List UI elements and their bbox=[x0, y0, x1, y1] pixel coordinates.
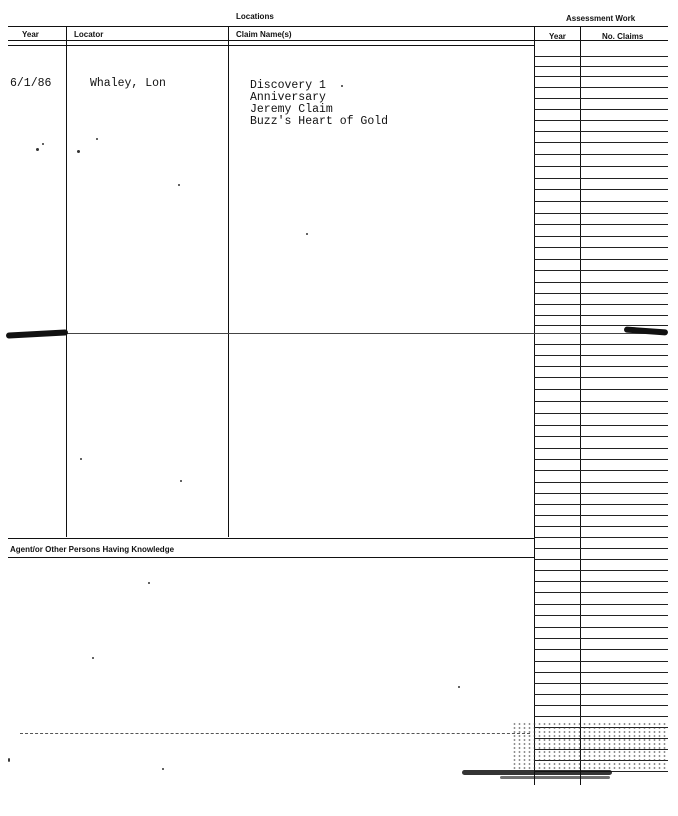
stray-mark bbox=[8, 758, 10, 762]
stray-mark bbox=[178, 184, 180, 186]
column-header-year: Year bbox=[22, 30, 39, 39]
stray-mark bbox=[36, 148, 39, 151]
middle-fold-rule bbox=[66, 333, 666, 334]
claim-name: Anniversary bbox=[250, 91, 326, 104]
entry-claim-list bbox=[250, 80, 388, 128]
stray-mark bbox=[42, 143, 44, 145]
column-divider-year-locator bbox=[66, 27, 67, 537]
stray-mark bbox=[96, 138, 98, 140]
stray-mark bbox=[80, 458, 82, 460]
stray-mark bbox=[148, 582, 150, 584]
claim-name: Jeremy Claim bbox=[250, 103, 333, 116]
locations-title: Locations bbox=[236, 12, 274, 21]
scan-noise-block bbox=[512, 722, 668, 770]
scan-smudge-bottom bbox=[462, 770, 612, 775]
stray-mark bbox=[77, 150, 80, 153]
header-bottom-rule bbox=[8, 40, 668, 41]
claim-name: Discovery 1 bbox=[250, 79, 326, 92]
agents-label: Agent/or Other Persons Having Knowledge bbox=[10, 545, 175, 554]
header-bottom-rule-2 bbox=[8, 45, 534, 46]
stray-mark bbox=[162, 768, 164, 770]
column-header-locator: Locator bbox=[74, 30, 104, 39]
header-top-rule bbox=[8, 26, 668, 27]
column-header-no-claims: No. Claims bbox=[602, 32, 644, 41]
entry-year: 6/1/86 bbox=[10, 77, 52, 90]
stray-mark bbox=[180, 480, 182, 482]
fold-mark-left bbox=[6, 329, 68, 338]
assessment-work-title: Assessment Work bbox=[566, 14, 636, 23]
column-divider-locator-claims bbox=[228, 27, 229, 537]
stray-mark bbox=[341, 85, 343, 87]
scan-smudge-bottom-2 bbox=[500, 776, 610, 779]
stray-mark bbox=[92, 657, 94, 659]
bottom-dashed-rule bbox=[20, 733, 530, 734]
column-header-claim-names: Claim Name(s) bbox=[236, 30, 292, 39]
column-header-assessment-year: Year bbox=[549, 32, 566, 41]
stray-mark bbox=[306, 233, 308, 235]
agents-top-rule bbox=[8, 538, 534, 539]
stray-mark bbox=[458, 686, 460, 688]
entry-locator: Whaley, Lon bbox=[90, 77, 166, 90]
fold-mark-right bbox=[624, 326, 668, 335]
claim-name: Buzz's Heart of Gold bbox=[250, 115, 389, 128]
agents-bottom-rule bbox=[8, 557, 534, 558]
